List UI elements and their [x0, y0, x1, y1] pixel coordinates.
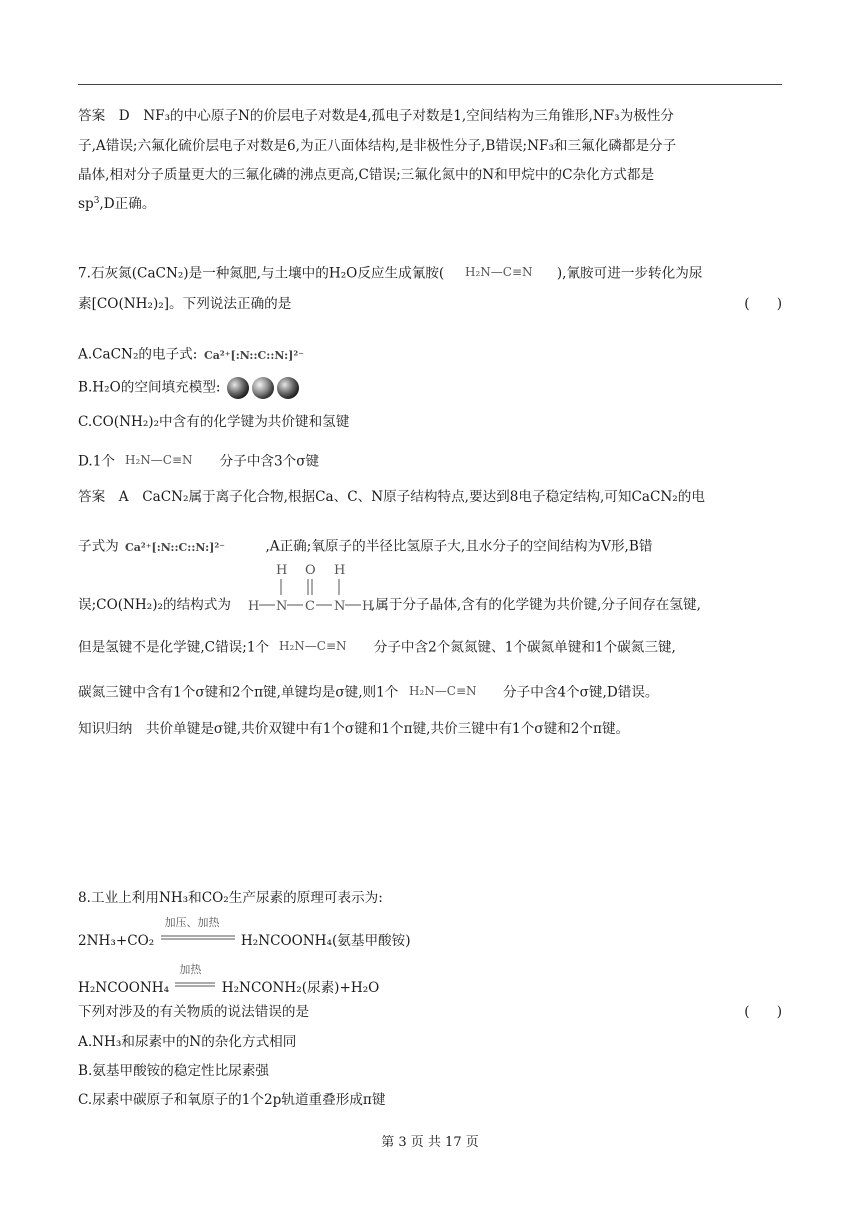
q7-option-d	[78, 452, 319, 472]
q7-option-b-text: B.H₂O的空间填充模型:	[78, 379, 221, 396]
cyanamide-text-3: H₂N—C≡N	[279, 639, 347, 653]
answer7-line1: 答案 A CaCN₂属于离子化合物,根据Ca、C、N原子结构特点,要达到8电子稳定结构,可知CaCN₂的电	[78, 489, 705, 505]
q8-answer-paren: ( )	[744, 1004, 782, 1020]
q8-stem-line1: 8.工业上利用NH₃和CO₂生产尿素的原理可表示为:	[78, 890, 383, 906]
knowledge-summary: 知识归纳 共价单键是σ键,共价双键中有1个σ键和1个π键,共价三键中有1个σ键和2个π键。	[78, 721, 630, 737]
q7-option-a-text: A.CaCN₂的电子式:	[78, 346, 198, 363]
urea-h-top-left: H	[276, 563, 288, 578]
answer7-line3	[78, 596, 701, 614]
atom-sphere-left	[227, 377, 249, 399]
q8-stem-line4: 下列对涉及的有关物质的说法错误的是	[78, 1004, 310, 1020]
answer6-line4	[78, 195, 155, 213]
cyanamide-text-d: H₂N—C≡N	[125, 453, 193, 467]
q8-equation1	[78, 916, 411, 950]
cyanamide-figure	[449, 264, 553, 284]
q8-option-a: A.NH₃和尿素中的N的杂化方式相同	[78, 1034, 297, 1050]
electron-formula-figure-2	[123, 535, 261, 559]
answer7-line5-a: 碳氮三键中含有1个σ键和2个π键,单键均是σ键,则1个	[78, 684, 399, 701]
q7-stem-line1	[78, 264, 702, 284]
answer7-line3-b: ,属于分子晶体,含有的化学键为共价键,分子间存在氢键,	[370, 597, 701, 613]
eq1-left: 2NH₃+CO₂	[78, 933, 155, 949]
electron-formula-text: Ca²⁺[:N::C::N:]²⁻	[203, 349, 304, 362]
cyanamide-text-4: H₂N—C≡N	[408, 684, 477, 698]
urea-h-left: H	[248, 599, 260, 614]
urea-c-center: C	[305, 599, 315, 614]
q7-option-d-a: D.1个	[78, 453, 115, 470]
atom-sphere-right	[277, 377, 299, 399]
cyanamide-text: H₂N—C≡N	[464, 265, 533, 279]
electron-formula-text-2: Ca²⁺[:N::C::N:]²⁻	[125, 541, 226, 554]
answer6-line2: 子,A错误;六氟化硫价层电子对数是6,为正八面体结构,是非极性分子,B错误;NF₃和三氟化磷都是分子	[78, 138, 677, 154]
answer6-line1: 答案 D NF₃的中心原子N的价层电子对数是4,孤电子对数是1,空间结构为三角锥形,NF₃为极性分	[78, 108, 674, 124]
answer7-line3-a: 误;CO(NH₂)₂的结构式为	[78, 597, 231, 613]
header-rule	[78, 84, 782, 85]
eq1-condition: 加压、加热	[164, 916, 220, 929]
q7-stem-line1-b: ),氰胺可进一步转化为尿	[556, 265, 703, 282]
q8-option-b: B.氨基甲酸铵的稳定性比尿素强	[78, 1063, 270, 1079]
q7-option-b	[78, 375, 303, 401]
eq2-right: H₂NCONH₂(尿素)+H₂O	[221, 980, 380, 996]
answer6-line3: 晶体,相对分子质量更大的三氟化磷的沸点更高,C错误;三氟化氮中的N和甲烷中的C杂化方式都是	[78, 167, 655, 183]
urea-n-left: N	[276, 599, 288, 614]
urea-h-top-right: H	[334, 563, 346, 578]
q7-stem-line2: 素[CO(NH₂)₂]。下列说法正确的是	[78, 296, 292, 312]
eq2-arrow	[173, 963, 217, 992]
cyanamide-figure-3	[273, 638, 369, 658]
answer7-line2	[78, 535, 652, 559]
eq2-condition: 加热	[179, 963, 202, 976]
answer7-line2-a: 子式为	[78, 538, 119, 555]
q7-stem-line1-a: 7.石灰氮(CaCN₂)是一种氮肥,与土壤中的H₂O反应生成氰胺(	[78, 265, 445, 282]
atom-sphere-middle	[252, 377, 274, 399]
cyanamide-figure-4	[403, 683, 499, 703]
sp-text: sp	[78, 196, 94, 212]
q7-option-c: C.CO(NH₂)₂中含有的化学键为共价键和氢键	[78, 414, 350, 430]
answer7-line4-b: 分子中含2个氮氮键、1个碳氮单键和1个碳氮三键,	[373, 639, 676, 656]
urea-n-right: N	[334, 599, 346, 614]
sp-superscript: 3	[93, 196, 100, 206]
electron-formula-figure	[202, 343, 332, 367]
q7-option-d-b: 分子中含3个σ键	[219, 453, 320, 470]
urea-structure-figure	[246, 560, 380, 624]
eq1-right: H₂NCOONH₄(氨基甲酸铵)	[240, 933, 411, 949]
answer7-line5-b: 分子中含4个σ键,D错误。	[503, 684, 659, 701]
answer6-line4-rest: ,D正确。	[99, 196, 156, 212]
answer7-line4	[78, 638, 676, 658]
q8-option-c: C.尿素中碳原子和氧原子的1个2p轨道重叠形成π键	[78, 1092, 386, 1108]
q7-answer-paren: ( )	[744, 296, 782, 312]
q8-equation2	[78, 963, 380, 997]
q7-option-a	[78, 343, 332, 367]
answer7-line2-b: ,A正确;氧原子的半径比氢原子大,且水分子的空间结构为V形,B错	[265, 538, 653, 555]
answer7-line4-a: 但是氢键不是化学键,C错误;1个	[78, 639, 270, 656]
cyanamide-figure-d	[119, 452, 215, 472]
urea-o-top: O	[305, 563, 316, 578]
water-model-figure	[225, 375, 303, 401]
eq1-arrow	[159, 916, 237, 945]
page-footer: 第 3 页 共 17 页	[381, 1135, 479, 1150]
urea-h-right: H	[362, 599, 374, 614]
eq2-left: H₂NCOONH₄	[78, 980, 170, 996]
answer7-line5	[78, 683, 659, 703]
